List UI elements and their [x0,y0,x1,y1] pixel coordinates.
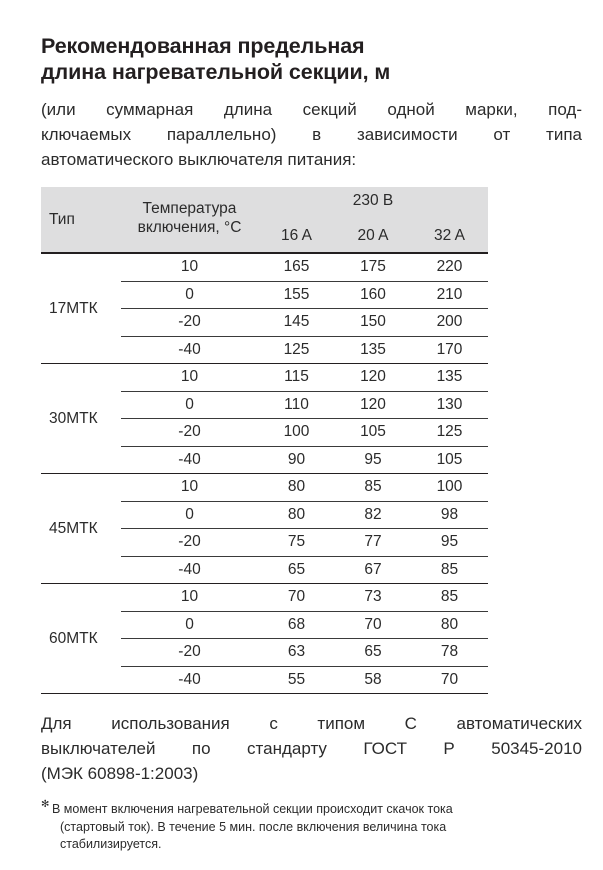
table-block [41,364,488,474]
cell-current-20a: 135 [335,336,411,364]
footnote-marker-icon: ✻ [41,799,50,810]
cell-current-16a: 80 [287,478,306,496]
cell-current-32a: 130 [411,391,488,419]
intro-line-3: автоматического выключателя питания: [41,150,357,169]
cell-current-20a: 150 [335,309,411,337]
closing-line-2: выключателей по стандарту ГОСТ Р 50345-2010 [41,739,582,758]
cell-temperature: 10 [180,368,199,386]
footnote-line-2: (стартовый ток). В течение 5 мин. после включения величина тока [60,819,447,834]
table-block [41,474,488,584]
cell-current-20a: 58 [335,666,411,694]
page-title [41,0,562,85]
cell-current-16a: 75 [258,529,335,557]
cell-current-16a: 145 [258,309,335,337]
spec-table [41,187,488,694]
table-row [41,254,488,281]
cell-current-16a: 115 [284,368,309,386]
cell-current-32a: 125 [411,419,488,447]
cell-current-20a: 105 [335,419,411,447]
cell-current-32a: 105 [411,446,488,474]
cell-current-20a: 120 [360,368,386,386]
cell-type: 60МТК [49,629,98,647]
footnote-line-3: стабилизируется. [60,837,162,851]
header-voltage: 230 В [258,187,488,216]
cell-current-32a: 85 [411,556,488,584]
cell-type: 30МТК [49,409,98,427]
cell-temperature: 0 [121,281,258,309]
cell-current-32a: 220 [436,258,463,276]
table-row [41,474,488,501]
cell-current-16a: 110 [258,391,335,419]
cell-current-32a: 100 [436,478,463,496]
cell-temperature: 0 [121,391,258,419]
cell-current-16a: 55 [258,666,335,694]
cell-current-32a: 80 [411,611,488,639]
header-current-20a: 20 A [335,216,411,253]
table-header [41,187,488,253]
rule-bottom [41,694,488,695]
cell-temperature: 0 [121,501,258,529]
cell-current-20a: 77 [335,529,411,557]
cell-current-20a: 65 [335,639,411,667]
cell-current-16a: 125 [258,336,335,364]
cell-temperature: -20 [121,529,258,557]
cell-temperature: 0 [121,611,258,639]
cell-current-16a: 80 [258,501,335,529]
cell-temperature: -40 [121,446,258,474]
header-temperature [121,187,258,253]
cell-temperature: -20 [121,419,258,447]
cell-current-20a: 95 [335,446,411,474]
cell-temperature: 10 [180,478,199,496]
header-type: Тип [41,187,121,253]
cell-temperature: 10 [180,588,199,606]
intro-paragraph [41,85,582,172]
table-block [41,584,488,694]
closing-line-3: (МЭК 60898-1:2003) [41,764,199,783]
cell-current-32a: 70 [411,666,488,694]
cell-current-20a: 85 [364,478,382,496]
cell-type: 45МТК [49,519,98,537]
cell-current-16a: 70 [287,588,306,606]
table-row [41,584,488,611]
cell-current-16a: 100 [258,419,335,447]
page-title-line-2: длина нагревательной секции, м [41,60,391,84]
cell-temperature: -40 [121,336,258,364]
header-temperature-line-2: включения, °C [137,218,242,236]
intro-line-2: ключаемых параллельно) в зависимости от типа [41,125,582,144]
table-bottom-rule [41,694,488,695]
cell-current-16a: 68 [258,611,335,639]
cell-temperature: -40 [121,666,258,694]
spec-table-container [41,187,488,694]
intro-line-1: (или суммарная длина секций одной марки, под- [41,100,582,119]
header-temperature-line-1: Температура [142,199,237,217]
table-block [41,254,488,364]
rule-line [41,694,488,695]
cell-temperature: -20 [121,309,258,337]
cell-temperature: -20 [121,639,258,667]
cell-temperature: 10 [180,258,199,276]
footnote [41,786,561,854]
cell-current-20a: 67 [335,556,411,584]
cell-type: 17МТК [49,299,98,317]
closing-line-1: Для использования с типом С автоматических [41,714,582,733]
cell-current-20a: 175 [360,258,386,276]
header-current-16a: 16 A [258,216,335,253]
cell-current-16a: 63 [258,639,335,667]
cell-current-16a: 155 [258,281,335,309]
footnote-body [41,801,561,854]
cell-current-16a: 165 [283,258,310,276]
cell-current-16a: 65 [258,556,335,584]
cell-current-32a: 98 [411,501,488,529]
cell-current-32a: 200 [411,309,488,337]
page-title-line-1: Рекомендованная предельная [41,34,365,58]
cell-current-16a: 90 [258,446,335,474]
closing-paragraph [41,694,582,786]
cell-current-32a: 78 [411,639,488,667]
header-current-32a: 32 A [411,216,488,253]
cell-current-20a: 73 [364,588,382,606]
cell-current-20a: 82 [335,501,411,529]
cell-temperature: -40 [121,556,258,584]
cell-current-20a: 70 [335,611,411,639]
cell-current-20a: 120 [335,391,411,419]
cell-current-32a: 170 [411,336,488,364]
cell-current-32a: 210 [411,281,488,309]
table-row [41,364,488,391]
cell-current-20a: 160 [335,281,411,309]
cell-current-32a: 85 [440,588,459,606]
footnote-line-1: В момент включения нагревательной секции происходит скачок тока [52,802,453,816]
cell-current-32a: 135 [436,368,463,386]
table-header-row-voltage [41,187,488,216]
cell-current-32a: 95 [411,529,488,557]
